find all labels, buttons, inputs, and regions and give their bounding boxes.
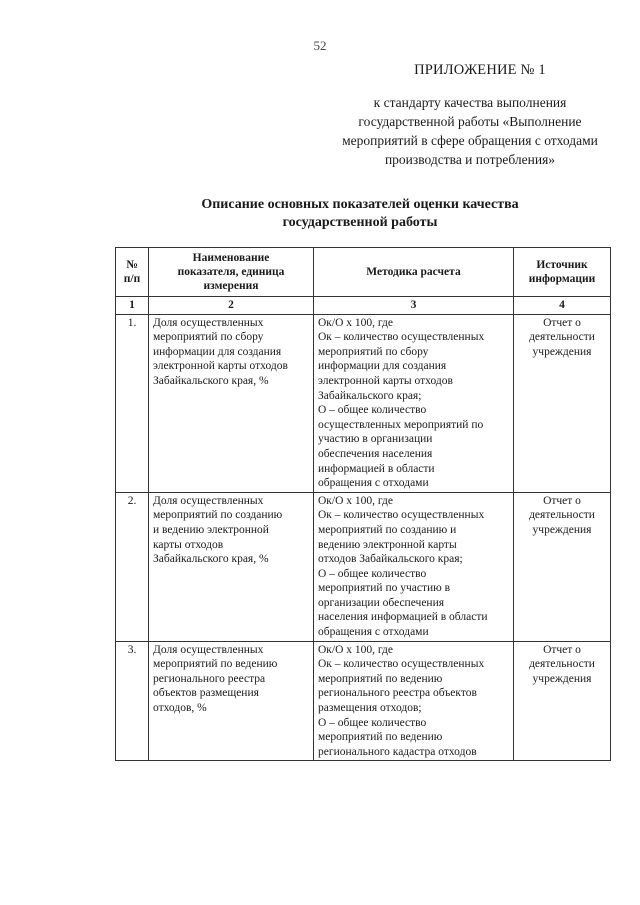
indicator-name: Доля осуществленных мероприятий по сбору информации для создания электронной карты отходов Забайкальского края, % — [149, 314, 314, 492]
row-number: 3. — [116, 641, 149, 761]
row-number: 1. — [116, 314, 149, 492]
calculation-method: Ок/О х 100, где Ок – количество осуществленных мероприятий по созданию и ведению электронной карты отходов Забайкальского края; О – общее количество мероприятий по участию в организации обеспечения населения информацией в области обращения с отходами — [314, 492, 514, 641]
table-row — [116, 641, 611, 761]
information-source: Отчет о деятельности учреждения — [514, 641, 611, 761]
indicator-name: Доля осуществленных мероприятий по созданию и ведению электронной карты отходов Забайкальского края, % — [149, 492, 314, 641]
indicator-name: Доля осуществленных мероприятий по ведению регионального реестра объектов размещения отходов, % — [149, 641, 314, 761]
header-source: Источник информации — [514, 248, 611, 297]
appendix-subtitle: к стандарту качества выполнения государственной работы «Выполнение мероприятий в сфере обращения с отходами производства и потребления» — [342, 95, 598, 167]
column-numbers-row — [116, 297, 611, 315]
column-number: 1 — [116, 297, 149, 315]
column-number: 4 — [514, 297, 611, 315]
indicators-table — [115, 247, 611, 761]
header-name: Наименование показателя, единица измерения — [149, 248, 314, 297]
page-number: 52 — [313, 38, 327, 53]
column-number: 2 — [149, 297, 314, 315]
table-row — [116, 314, 611, 492]
information-source: Отчет о деятельности учреждения — [514, 314, 611, 492]
table-row — [116, 492, 611, 641]
table-header-row — [116, 248, 611, 297]
calculation-method: Ок/О х 100, где Ок – количество осуществленных мероприятий по сбору информации для создания электронной карты отходов Забайкальского края; О – общее количество осуществленных мероприятий по участию в организации обеспечения населения информацией в области обращения с отходами — [314, 314, 514, 492]
information-source: Отчет о деятельности учреждения — [514, 492, 611, 641]
document-title: Описание основных показателей оценки качества государственной работы — [201, 197, 519, 230]
appendix-title: ПРИЛОЖЕНИЕ № 1 — [414, 62, 546, 78]
header-method: Методика расчета — [314, 248, 514, 297]
header-no: № п/п — [116, 248, 149, 297]
column-number: 3 — [314, 297, 514, 315]
calculation-method: Ок/О х 100, где Ок – количество осуществленных мероприятий по ведению регионального реестра объектов размещения отходов; О – общее количество мероприятий по ведению регионального кадастра отходов — [314, 641, 514, 761]
row-number: 2. — [116, 492, 149, 641]
